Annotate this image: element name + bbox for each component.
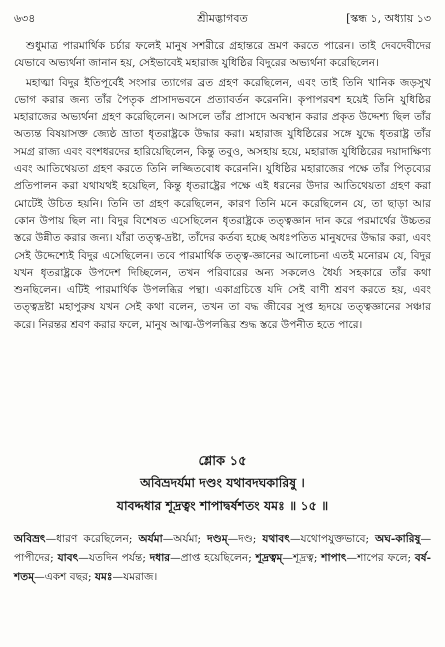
synonym-meaning: একশ বছর bbox=[44, 571, 88, 583]
synonym-word: যমঃ bbox=[94, 571, 113, 583]
verse-line-1: অবিভ্রদর্যমা দণ্ডং যথাবদঘকারিষু । bbox=[140, 475, 305, 490]
purport-text bbox=[14, 38, 431, 336]
synonym-word: দধার bbox=[149, 552, 171, 564]
synonym-word: যাবৎ bbox=[57, 552, 79, 564]
synonym-word: বর্ষ-শতম্ bbox=[14, 552, 432, 583]
synonym-meaning: শাপের ফলে bbox=[357, 552, 408, 564]
synonym-word: শাপাৎ bbox=[321, 552, 347, 564]
verse-line-2: যাবদ্দধার শূদ্রত্বং শাপাদ্বর্ষশতং যমঃ ॥ ১৫ ॥ bbox=[116, 498, 329, 513]
synonym-meaning: যতদিন পর্যন্ত bbox=[88, 552, 143, 564]
synonym-word: শূদ্রত্বম্ bbox=[255, 552, 283, 564]
synonym-meaning: অর্যমা bbox=[173, 533, 198, 545]
section-reference: [স্কন্ধ ১, অধ্যায় ১৩ bbox=[346, 12, 431, 25]
synonym-meaning: যথোপযুক্তভাবে bbox=[300, 533, 366, 545]
synonym-meaning: পাপীদের bbox=[14, 552, 51, 564]
verse-heading: শ্লোক ১৫ bbox=[198, 454, 247, 469]
synonym-word: দণ্ডম্ bbox=[207, 533, 228, 545]
purport-paragraph: শুধুমাত্র পারমার্থিক চর্চার ফলেই মানুষ সশরীরে গ্রহান্তরে ভ্রমণ করতে পারেন। তাই দেবদেবীদের যেভাবে অভ্যর্থনা জানান হয়, সেইভাবেই মহারাজ যুধিষ্ঠির বিদুরের অভ্যর্থনা করেছিলেন। bbox=[14, 40, 431, 70]
synonyms-block: অবিভ্রৎ—ধারণ করেছিলেন; অর্যমা—অর্যমা; দণ্ডম্—দণ্ড; যথাবৎ—যথোপযুক্তভাবে; অঘ-কারিষু—পাপীদের; যাবৎ—যতদিন পর্যন্ত; দধার—প্রাপ্ত হয়েছিলেন; শূদ্রত্বম্—শূদ্রত্ব; শাপাৎ—শাপের ফলে; বর্ষ-শতম্—একশ বছর; যমঃ—যমরাজ। bbox=[14, 533, 432, 583]
synonym-meaning: শূদ্রত্ব bbox=[293, 552, 314, 564]
synonym-word: অবিভ্রৎ bbox=[14, 533, 46, 545]
book-title: শ্রীমদ্ভাগবত bbox=[197, 12, 248, 25]
synonym-word: যথাবৎ bbox=[262, 533, 290, 545]
page-number: ৬৩৪ bbox=[14, 12, 36, 25]
synonym-meaning: ধারণ করেছিলেন bbox=[56, 533, 129, 545]
purport-paragraph: মহাত্মা বিদুর ইতিপূর্বেই সংসার ত্যাগের ব্রত গ্রহণ করেছিলেন, এবং তাই তিনি খানিক জড়সুখ ভোগ করার জন্য তাঁর পৈতৃক প্রাসাদভবনে প্রত্যাবর্তন করেননি। কৃপাপরবশ হয়েই তিনি যুধিষ্ঠির মহারাজের অভ্যর্থনা গ্রহণ করেছিলেন। আসলে তাঁর প্রাসাদে অবস্থান করার প্রকৃত উদ্দেশ্য ছিল তাঁর অত্যন্ত বিষয়াসক্ত জ্যেষ্ঠ ভ্রাতা ধৃতরাষ্ট্রকে উদ্ধার করা। মহারাজ যুধিষ্ঠিরের সঙ্গে যুদ্ধে ধৃতরাষ্ট্র তাঁর সমগ্র রাজ্য এবং বংশধরদের হারিয়েছিলেন, কিন্তু তবুও, অসহায় হয়ে, মহারাজ যুধিষ্ঠিরের দয়াদাক্ষিণ্য এবং আতিথেয়তা গ্রহণ করতে তিনি লজ্জিতবোধ করেননি। যুধিষ্ঠির মহারাজের পক্ষে তাঁর পিতৃব্যের প্রতিপালন করা যথাযথই হয়েছিল, কিন্তু ধৃতরাষ্ট্রের পক্ষে এই ধরনের উদার আতিথেয়তা গ্রহণ করা মোটেই উচিত হয়নি। তিনি তা গ্রহণ করেছিলেন, কারণ তিনি মনে করেছিলেন যে, তা ছাড়া আর কোন উপায় ছিল না। বিদুর বিশেষত এসেছিলেন ধৃতরাষ্ট্রকে তত্ত্বজ্ঞান দান করে পরমার্থের উচ্চতর স্তরে উন্নীত করার জন্য। যাঁরা তত্ত্ব-দ্রষ্টা, তাঁদের কর্তব্য হচ্ছে অধঃপতিত মানুষদের উদ্ধার করা, এবং সেই উদ্দেশ্যেই বিদুর এসেছিলেন। তবে পারমার্থিক তত্ত্ব-জ্ঞানের আলোচনা এতই মনোরম যে, বিদুর যখন ধৃতরাষ্ট্রকে উপদেশ দিচ্ছিলেন, তখন পরিবারের অন্য সকলেও ধৈর্য্য সহকারে তাঁর কথা শুনছিলেন। এটিই পারমার্থিক উপলব্ধির পন্থা। একাগ্রচিত্তে যদি সেই বাণী শ্রবণ করতে হয়, এবং তত্ত্বদ্রষ্টা মহাপুরুষ যখন সেই কথা বলেন, তখন তা বদ্ধ জীবের সুপ্ত হৃদয়ে তত্ত্বজ্ঞানের সঞ্চার করে। নিরন্তর শ্রবণ করার ফলে, মানুষ আত্ম-উপলব্ধির শুদ্ধ স্তরে উপনীত হতে পারে। bbox=[14, 76, 431, 331]
synonym-meaning: দণ্ড bbox=[238, 533, 253, 545]
synonym-word: অর্যমা bbox=[138, 533, 163, 545]
synonym-meaning: যমরাজ bbox=[123, 571, 154, 583]
page-header bbox=[14, 10, 431, 28]
synonym-meaning: প্রাপ্ত হয়েছিলেন bbox=[180, 552, 249, 564]
synonym-word: অঘ-কারিষু bbox=[375, 533, 421, 545]
